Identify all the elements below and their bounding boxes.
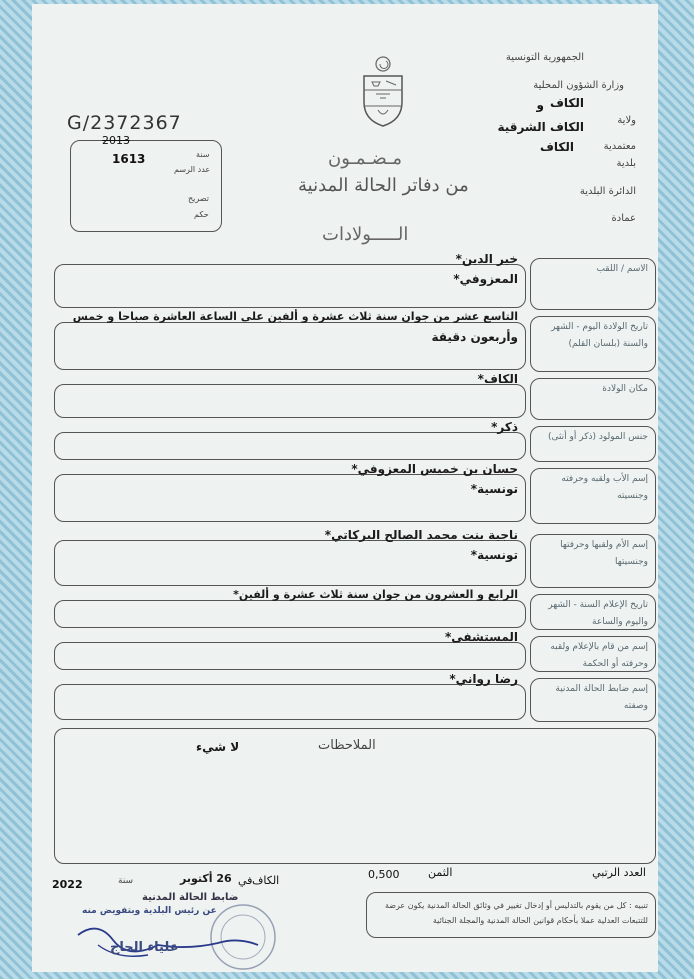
field-value-box [54,474,526,522]
title-line3: الـــــولادات [322,224,409,245]
imada-label: عمادة [611,213,636,224]
field-value-line: الرابع و العشرون من جوان سنة ثلاث عشرة و ألفين* [233,588,518,601]
field-value-box [54,600,526,628]
field-value-line: المستشفى* [444,630,518,644]
officer-line1: ضابط الحالة المدنية [142,892,239,903]
title-line1: مـضـمـون [328,148,402,169]
field-label: تاريخ الإعلام السنة - الشهر واليوم والساعة [548,600,648,627]
serial-number: G/2372367 [67,112,182,134]
field-label: مكان الولادة [602,384,648,394]
baladia-value: الكاف [539,140,574,154]
mootamadia-value: الكاف الشرقية [497,120,584,134]
field-value-box [54,384,526,418]
field-label: تاريخ الولادة اليوم - الشهر والسنة (بلسان القلم) [551,322,648,349]
field-value-line: تونسية* [470,482,518,496]
order-label: العدد الرتبي [592,866,646,879]
field-value-line: حسان بن خميس المعزوفي* [351,462,518,476]
field-value-line: ذكر* [491,420,518,434]
ministry-text: وزارة الشؤون المحلية [533,80,624,91]
baladia-label: بلدية [616,158,636,169]
field-value-box [54,432,526,460]
field-value-line: خير الدين* [455,252,518,266]
register-number-value: 1613 [112,152,146,166]
mootamadia-label: معتمدية [603,141,636,152]
signature-name: علياء الحاج [110,940,179,955]
field-label: إسم ضابط الحالة المدنية وصفته [555,684,648,711]
register-year-label: سنة [196,150,210,159]
date-value: 26 أكتوبر [180,872,232,885]
field-value-box [54,642,526,670]
field-value-line: رضا رواني* [449,672,518,686]
price-value: 0,500 [368,868,400,881]
field-value-line: ناجية بنت محمد الصالح البركاتي* [324,528,518,542]
field-value-box [54,684,526,720]
price-label: الثمن [428,866,453,879]
date-prefix: في [238,874,253,887]
field-value-line: التاسع عشر من جوان سنة ثلاث عشرة و ألفين على الساعة العاشرة صباحا و خمس [72,310,518,323]
tunisia-emblem-icon [358,52,408,128]
field-label: إسم من قام بالإعلام ولقبه وحرفته أو الحكمة [550,642,648,669]
field-label: جنس المولود (ذكر أو أنثى) [547,432,648,442]
year-value: 2022 [52,878,83,891]
officer-line2: عن رئيس البلدية وبتفويض منه [82,906,217,916]
daira-label: الدائرة البلدية [579,186,636,197]
notice-text: تنبيه : كل من يقوم بالتدليس أو إدخال تغيير في وثائق الحالة المدنية يكون عرضة للتتبعات العدلية عملا بأحكام قوانين الحالة المدنية والمجلة الجنائية [384,901,648,925]
republic-text: الجمهورية التونسية [505,52,584,63]
field-value-line: المعزوفي* [453,272,518,286]
city-label: الكاف [252,874,280,887]
field-value-line: تونسية* [470,548,518,562]
field-value-box [54,264,526,308]
field-label: الاسم / اللقب [596,264,648,274]
register-judgment-label: حكم [194,210,209,219]
wilaya-value: الكاف [549,96,584,110]
field-label: إسم الأب ولقبه وحرفته وجنسيته [561,474,648,501]
wilaya-label: ولاية [617,115,636,126]
title-line2: من دفاتر الحالة المدنية [298,175,469,196]
register-declaration-label: تصريح [188,194,209,203]
register-year-value: 2013 [102,134,130,147]
remarks-label: الملاحظات [318,738,376,753]
and-text: و [536,98,544,112]
remarks-value: لا شيء [196,740,240,754]
field-value-box [54,540,526,586]
field-value-line: وأربعون دقيقة [431,330,518,344]
register-number-label: عدد الرسم [174,165,211,174]
field-label: إسم الأم ولقبها وحرفتها وجنسيتها [560,540,648,567]
field-value-line: الكاف* [477,372,518,386]
year-label: سنة [118,876,134,886]
